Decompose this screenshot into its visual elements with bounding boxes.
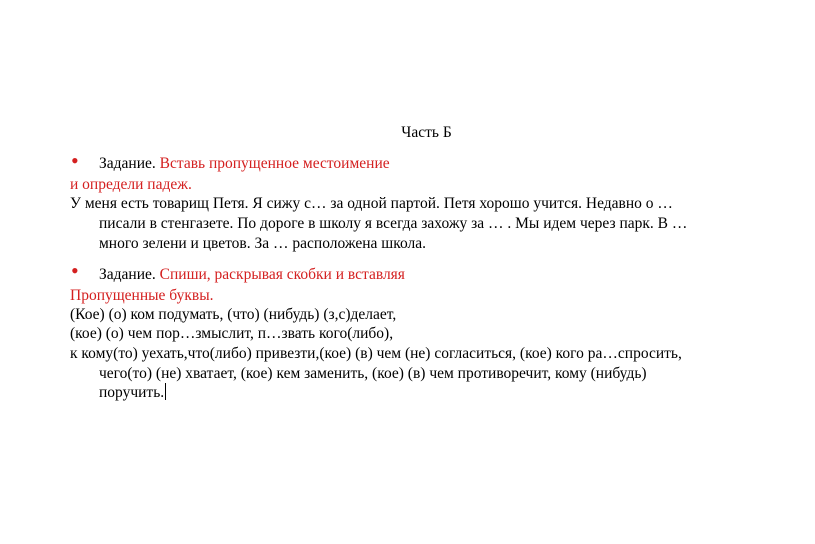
text-cursor: [165, 383, 166, 400]
task2-text-line: поручить.: [99, 384, 165, 401]
task1-label: Задание.: [99, 155, 156, 172]
task2-last-line[interactable]: [99, 383, 166, 402]
bullet-icon: •: [71, 148, 79, 173]
task2-text-line: (кое) (о) чем пор…змыслит, п…звать кого(либо),: [70, 325, 394, 342]
section-title: Часть Б: [401, 124, 452, 141]
bullet-icon: •: [71, 258, 79, 283]
task2-text-line: к кому(то) уехать,что(либо) привезти,(кое) (в) чем (не) согласиться, (кое) кого ра…спросить,: [70, 345, 682, 362]
task2-label: Задание.: [99, 266, 156, 283]
task1-instruction-cont: и определи падеж.: [70, 176, 192, 193]
task2-text-line: (Кое) (о) ком подумать, (что) (нибудь) (з,с)делает,: [70, 306, 397, 323]
task2-instruction: Спиши, раскрывая скобки и вставляя: [159, 266, 405, 283]
task1-header: [99, 154, 390, 173]
task1-text-line: писали в стенгазете. По дороге в школу я всегда захожу за … . Мы идем через парк. В …: [99, 215, 688, 232]
task1-instruction: Вставь пропущенное местоимение: [159, 155, 390, 172]
task2-text-line: чего(то) (не) хватает, (кое) кем заменить, (кое) (в) чем противоречит, кому (нибудь): [99, 365, 647, 382]
task1-text-line: У меня есть товарищ Петя. Я сижу с… за одной партой. Петя хорошо учится. Недавно о …: [70, 195, 673, 212]
task1-text-line: много зелени и цветов. За … расположена школа.: [99, 235, 426, 252]
task2-header: [99, 265, 405, 284]
task2-instruction-cont: Пропущенные буквы.: [70, 287, 214, 304]
